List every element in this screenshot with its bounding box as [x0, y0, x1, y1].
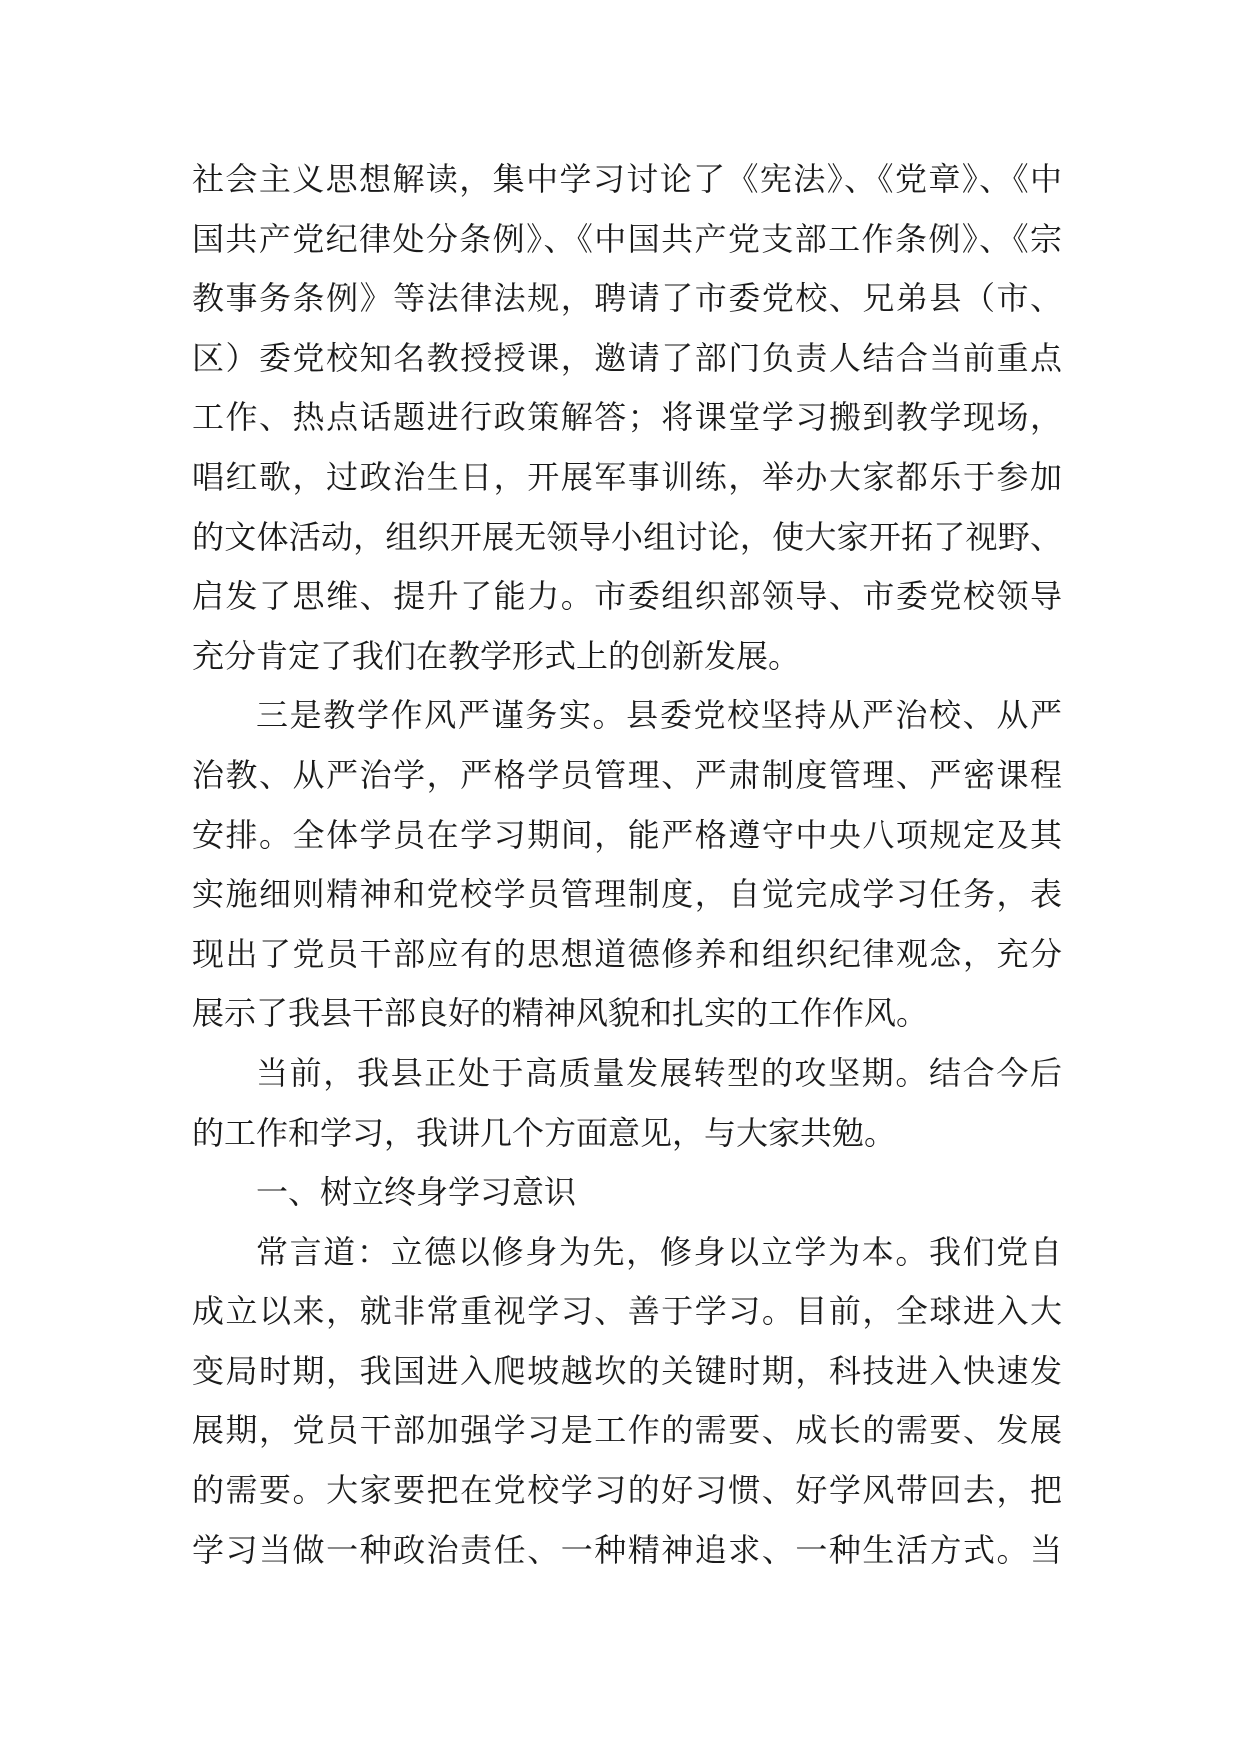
text-line: 充分肯定了我们在教学形式上的创新发展。	[192, 636, 801, 675]
text-line: 国共产党纪律处分条例》、《中国共产党支部工作条例》、《宗	[192, 219, 1062, 258]
text-line: 当前，我县正处于高质量发展转型的攻坚期。结合今后	[256, 1053, 1062, 1092]
body-text	[192, 150, 1062, 1580]
text-line: 的工作和学习，我讲几个方面意见，与大家共勉。	[192, 1113, 897, 1152]
text-line: 三是教学作风严谨务实。县委党校坚持从严治校、从严	[256, 696, 1062, 735]
text-line: 变局时期，我国进入爬坡越坎的关键时期，科技进入快速发	[192, 1351, 1062, 1390]
text-line: 唱红歌，过政治生日，开展军事训练，举办大家都乐于参加	[192, 457, 1062, 496]
text-line: 教事务条例》等法律法规，聘请了市委党校、兄弟县（市、	[192, 279, 1062, 318]
text-line: 工作、热点话题进行政策解答；将课堂学习搬到教学现场，	[192, 398, 1062, 437]
text-line: 的文体活动，组织开展无领导小组讨论，使大家开拓了视野、	[192, 517, 1062, 556]
text-line: 成立以来，就非常重视学习、善于学习。目前，全球进入大	[192, 1292, 1062, 1331]
text-line: 现出了党员干部应有的思想道德修养和组织纪律观念，充分	[192, 934, 1062, 973]
text-line: 常言道：立德以修身为先，修身以立学为本。我们党自	[256, 1232, 1062, 1271]
text-line: 的需要。大家要把在党校学习的好习惯、好学风带回去，把	[192, 1471, 1062, 1510]
text-line: 学习当做一种政治责任、一种精神追求、一种生活方式。当	[192, 1530, 1062, 1569]
text-line: 安排。全体学员在学习期间，能严格遵守中央八项规定及其	[192, 815, 1062, 854]
text-line: 一、树立终身学习意识	[256, 1173, 577, 1212]
text-line: 实施细则精神和党校学员管理制度，自觉完成学习任务，表	[192, 875, 1062, 914]
text-line: 展示了我县干部良好的精神风貌和扎实的工作作风。	[192, 994, 929, 1033]
text-line: 展期，党员干部加强学习是工作的需要、成长的需要、发展	[192, 1411, 1062, 1450]
text-line: 启发了思维、提升了能力。市委组织部领导、市委党校领导	[192, 577, 1062, 616]
text-line: 社会主义思想解读，集中学习讨论了《宪法》、《党章》、《中	[192, 160, 1062, 198]
text-line: 区）委党校知名教授授课，邀请了部门负责人结合当前重点	[192, 338, 1062, 377]
text-line: 治教、从严治学，严格学员管理、严肃制度管理、严密课程	[192, 755, 1062, 794]
